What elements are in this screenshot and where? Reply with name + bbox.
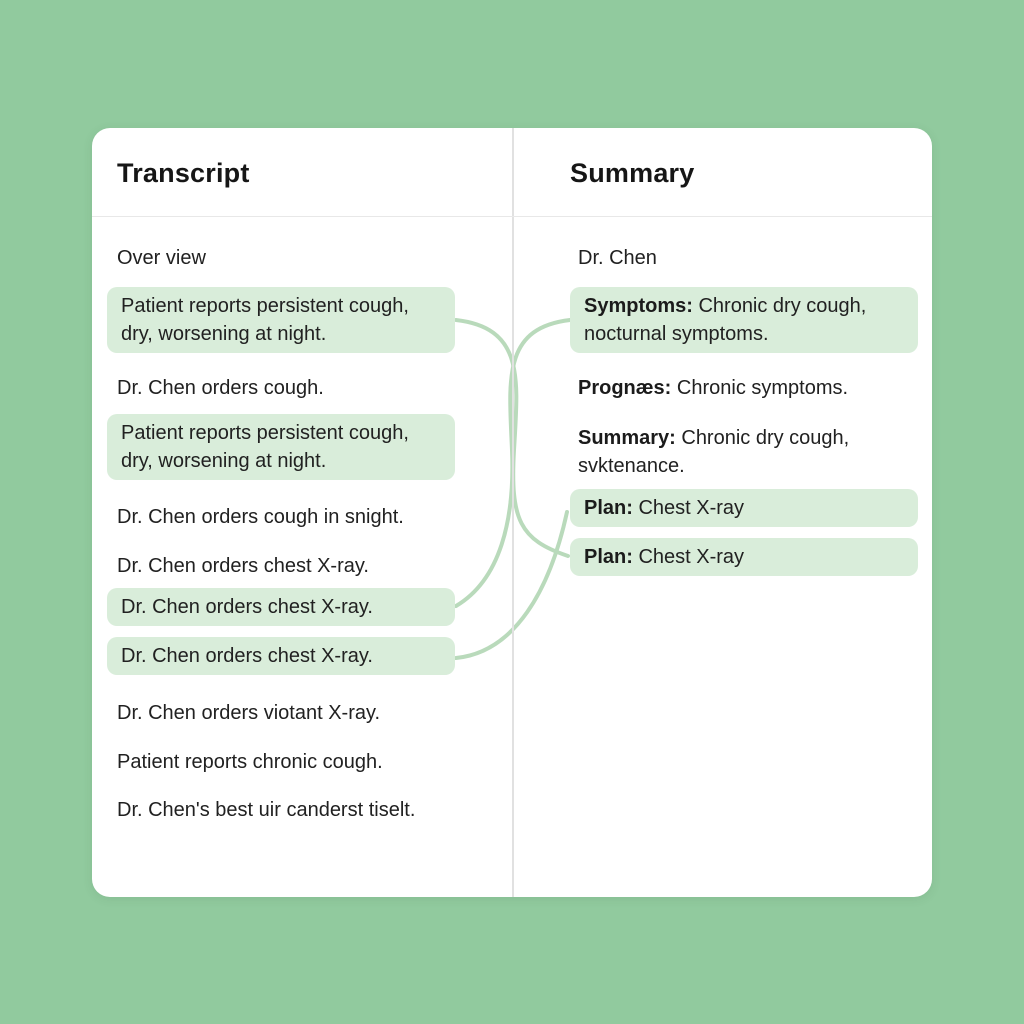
- transcript-item-0: Over view: [117, 247, 206, 269]
- summary-item-1-highlighted[interactable]: [570, 287, 918, 353]
- transcript-item-9: Patient reports chronic cough.: [117, 751, 383, 773]
- summary-item-text: Chronic dry cough, nocturnal symptoms.: [584, 295, 867, 345]
- summary-item-label: Plan:: [584, 546, 633, 568]
- summary-item-text: Chest X-ray: [632, 497, 745, 519]
- summary-item-label: Symptoms:: [584, 295, 693, 317]
- summary-item-2: [578, 374, 932, 402]
- transcript-item-1-highlighted[interactable]: Patient reports persistent cough, dry, worsening at night.: [107, 287, 455, 353]
- summary-item-5-highlighted[interactable]: [570, 538, 918, 576]
- summary-item-label: Prognæs:: [578, 377, 672, 399]
- transcript-item-6-highlighted[interactable]: Dr. Chen orders chest X-ray.: [107, 588, 455, 626]
- summary-item-3: [578, 424, 932, 480]
- header-divider: [92, 216, 932, 217]
- transcript-item-8: Dr. Chen orders viotant X-ray.: [117, 702, 381, 724]
- transcript-item-4: Dr. Chen orders cough in snight.: [117, 506, 404, 528]
- summary-item-4-highlighted[interactable]: [570, 489, 918, 527]
- transcript-summary-card: [92, 128, 932, 897]
- summary-item-text: Chest X-ray: [632, 546, 745, 568]
- transcript-item-5: Dr. Chen orders chest X-ray.: [117, 555, 369, 577]
- summary-item-text: Chronic dry cough, svktenance.: [578, 427, 850, 477]
- transcript-panel-title: Transcript: [117, 158, 250, 188]
- transcript-item-3-highlighted[interactable]: Patient reports persistent cough, dry, worsening at night.: [107, 414, 455, 480]
- transcript-item-7-highlighted[interactable]: Dr. Chen orders chest X-ray.: [107, 637, 455, 675]
- summary-item-label: Plan:: [584, 497, 633, 519]
- transcript-item-10: Dr. Chen's best uir canderst tiselt.: [117, 799, 416, 821]
- panel-divider: [512, 128, 514, 897]
- summary-item-text: Chronic symptoms.: [671, 377, 849, 399]
- summary-item-0: Dr. Chen: [578, 247, 657, 269]
- summary-panel-title: Summary: [570, 158, 695, 188]
- transcript-item-2: Dr. Chen orders cough.: [117, 377, 324, 399]
- summary-item-label: Summary:: [578, 427, 676, 449]
